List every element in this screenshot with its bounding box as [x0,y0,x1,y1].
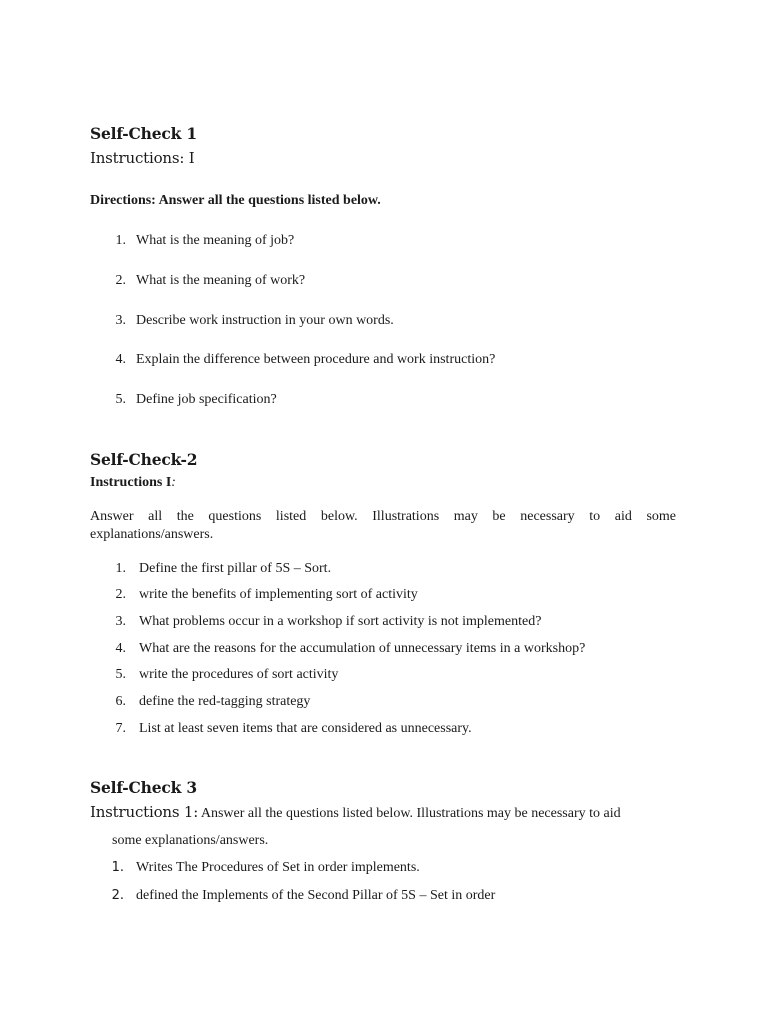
list-item-text: What are the reasons for the accumulation of unnecessary items in a workshop? [139,641,586,656]
list-item-text: List at least seven items that are considered as unnecessary. [139,721,472,736]
self-check-2-heading: Self-Check-2 [90,450,198,469]
self-check-3-instructions-line-2: some explanations/answers. [112,833,269,848]
list-item-text: Define job specification? [136,392,277,407]
instructions-label: Instructions I [90,475,172,490]
list-item-text: write the procedures of sort activity [139,667,339,682]
list-item-number: 1. [111,860,124,875]
list-item-text: defined the Implements of the Second Pillar of 5S – Set in order [136,888,496,903]
list-item-text: What problems occur in a workshop if sort activity is not implemented? [139,614,542,629]
list-item-text: Define the first pillar of 5S – Sort. [139,561,332,576]
instructions-label: Instructions 1: [90,803,199,821]
list-item-text: write the benefits of implementing sort of activity [139,587,418,602]
self-check-1-directions: Directions: Answer all the questions listed below. [90,193,381,208]
list-item-number: 4. [115,641,126,656]
self-check-1-instructions: Instructions: I [90,149,195,167]
self-check-2-intro-line-1: Answer all the questions listed below. Illustrations may be necessary to aid some [90,509,676,524]
list-item-number: 2. [115,273,126,288]
list-item-text: What is the meaning of work? [136,273,306,288]
list-item-number: 2. [115,587,126,602]
list-item-text: What is the meaning of job? [136,233,295,248]
list-item-number: 4. [115,352,126,367]
instructions-text: Answer all the questions listed below. Illustrations may be necessary to aid [198,806,621,821]
list-item-number: 7. [115,721,126,736]
list-item-text: Explain the difference between procedure and work instruction? [136,352,496,367]
self-check-1-heading: Self-Check 1 [90,124,197,143]
self-check-3-instructions [90,803,621,822]
list-item-number: 3. [115,614,126,629]
self-check-2-instructions [90,473,176,491]
list-item-number: 6. [115,694,126,709]
list-item-text: Describe work instruction in your own words. [136,313,394,328]
list-item-number: 1. [115,561,126,576]
list-item-text: Writes The Procedures of Set in order implements. [136,860,420,875]
list-item-text: define the red-tagging strategy [139,694,311,709]
list-item-number: 3. [115,313,126,328]
list-item-number: 2. [111,888,124,903]
self-check-2-intro-line-2: explanations/answers. [90,527,214,542]
list-item-number: 5. [115,667,126,682]
list-item-number: 1. [115,233,126,248]
self-check-3-heading: Self-Check 3 [90,778,197,797]
list-item-number: 5. [115,392,126,407]
instructions-colon: : [171,475,176,490]
